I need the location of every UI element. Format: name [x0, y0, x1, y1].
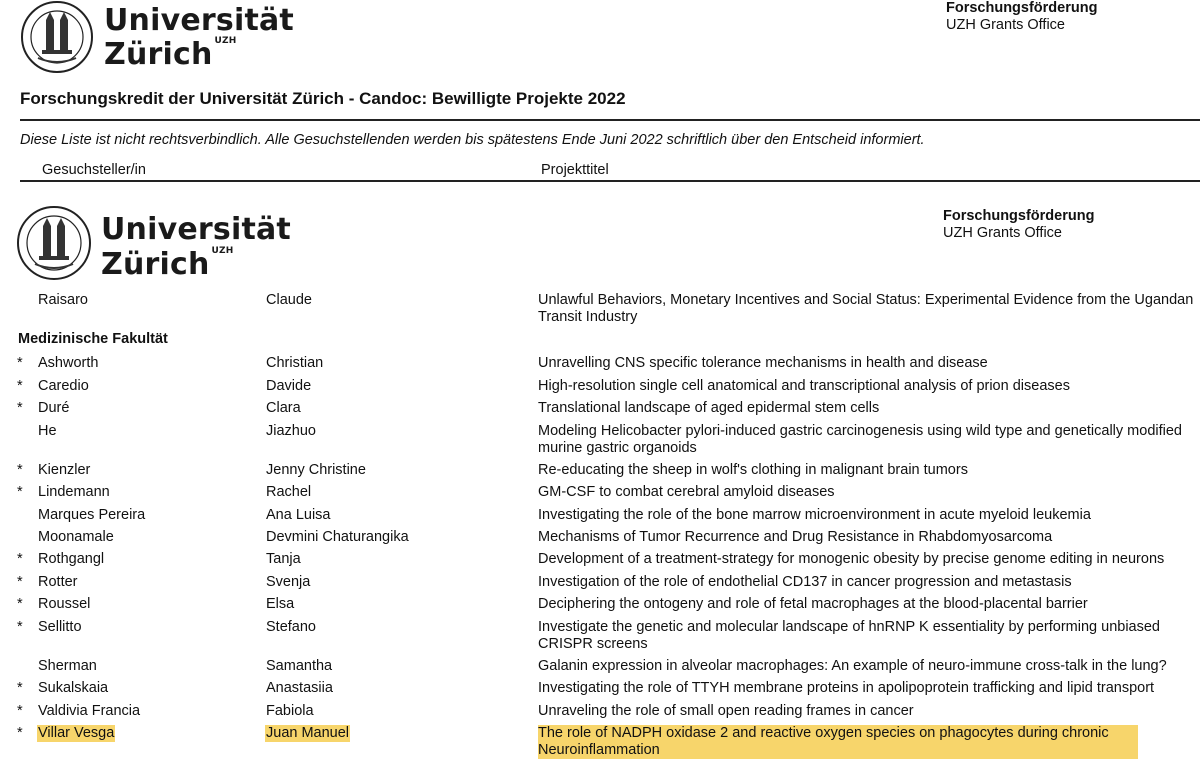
applicant-first-name: Clara: [266, 400, 301, 416]
project-title: Unraveling the role of small open reading frames in cancer: [538, 703, 914, 719]
applicant-last-name: Duré: [38, 400, 70, 416]
project-title: Modeling Helicobacter pylori-induced gastric carcinogenesis using wild type and genetically modified murine gastric organoids: [538, 423, 1182, 456]
project-title: Investigation of the role of endothelial CD137 in cancer progression and metastasis: [538, 574, 1072, 590]
row-marker: *: [17, 484, 23, 500]
project-title: Development of a treatment-strategy for monogenic obesity by precise genome editing in neurons: [538, 551, 1165, 567]
page-title: Forschungskredit der Universität Zürich - Candoc: Bewilligte Projekte 2022: [20, 89, 626, 108]
applicant-first-name: Anastasiia: [266, 680, 333, 696]
applicant-first-name: Davide: [266, 378, 312, 394]
applicant-last-name: Sherman: [38, 658, 97, 674]
row-marker: *: [17, 596, 23, 612]
row-marker: *: [17, 574, 23, 590]
logo-zurich-text: Zürich: [101, 247, 210, 282]
applicant-first-name: Svenja: [266, 574, 311, 590]
logo-wordmark-line2: [101, 246, 234, 280]
applicant-last-name: Raisaro: [38, 292, 88, 308]
header-divider: [20, 180, 1200, 182]
applicant-last-name: Sellitto: [38, 619, 82, 635]
uzh-logo-page2: [15, 205, 291, 283]
title-divider: [20, 119, 1200, 121]
row-marker: *: [17, 355, 23, 371]
applicant-first-name: Claude: [266, 292, 312, 308]
project-title: Unravelling CNS specific tolerance mechanisms in health and disease: [538, 355, 988, 371]
applicant-last-name: Rotter: [38, 574, 78, 590]
row-marker: *: [17, 725, 23, 741]
applicant-last-name: Moonamale: [38, 529, 114, 545]
applicant-last-name: Villar Vesga: [38, 725, 115, 741]
row-marker: *: [17, 378, 23, 394]
row-marker: *: [17, 703, 23, 719]
uzh-seal-icon: [18, 0, 96, 74]
office-name: Forschungsförderung: [943, 208, 1095, 224]
project-title: Investigating the role of the bone marrow microenvironment in acute myeloid leukemia: [538, 507, 1091, 523]
applicant-first-name: Fabiola: [266, 703, 314, 719]
project-title: Deciphering the ontogeny and role of fetal macrophages at the blood-placental barrier: [538, 596, 1088, 612]
row-marker: *: [17, 400, 23, 416]
logo-zurich-text: Zürich: [104, 37, 213, 72]
applicant-first-name: Ana Luisa: [266, 507, 331, 523]
uzh-seal-icon: [15, 205, 93, 281]
applicant-first-name: Christian: [266, 355, 324, 371]
row-marker: *: [17, 680, 23, 696]
project-title: Unlawful Behaviors, Monetary Incentives and Social Status: Experimental Evidence from the Ugandan Transit Industry: [538, 292, 1194, 325]
applicant-first-name: Elsa: [266, 596, 295, 612]
applicant-first-name: Jiazhuo: [266, 423, 316, 439]
applicant-first-name: Jenny Christine: [266, 462, 366, 478]
project-title: Mechanisms of Tumor Recurrence and Drug Resistance in Rhabdomyosarcoma: [538, 529, 1053, 545]
grants-office-block-page2: [943, 208, 1094, 242]
applicant-last-name: Marques Pereira: [38, 507, 146, 523]
faculty-heading: Medizinische Fakultät: [18, 331, 168, 347]
logo-wordmark-line2: [104, 36, 237, 70]
office-subname: UZH Grants Office: [946, 17, 1065, 33]
office-name: Forschungsförderung: [946, 0, 1098, 16]
applicant-last-name: Rothgangl: [38, 551, 105, 567]
project-title: Galanin expression in alveolar macrophages: An example of neuro-immune cross-talk in the lung?: [538, 658, 1167, 674]
applicant-last-name: Lindemann: [38, 484, 110, 500]
applicant-first-name: Juan Manuel: [266, 725, 350, 741]
project-title: Investigating the role of TTYH membrane proteins in apolipoprotein trafficking and lipid transport: [538, 680, 1155, 696]
project-title: GM-CSF to combat cerebral amyloid diseases: [538, 484, 835, 500]
logo-uzh-sup: UZH: [214, 36, 237, 46]
applicant-last-name: Caredio: [38, 378, 89, 394]
logo-wordmark-line1: Universität: [101, 212, 291, 247]
applicant-last-name: Kienzler: [38, 462, 91, 478]
logo-uzh-sup: UZH: [211, 246, 234, 256]
project-title: High-resolution single cell anatomical and transcriptional analysis of prion diseases: [538, 378, 1070, 394]
applicant-last-name: Roussel: [38, 596, 91, 612]
applicant-first-name: Tanja: [266, 551, 301, 567]
column-header-applicant: Gesuchsteller/in: [42, 162, 146, 178]
applicant-last-name: He: [38, 423, 57, 439]
grants-office-block: [946, 0, 1097, 34]
project-title: Investigate the genetic and molecular landscape of hnRNP K essentiality by performing unbiased CRISPR screens: [538, 619, 1160, 652]
project-title: Re-educating the sheep in wolf's clothing in malignant brain tumors: [538, 462, 968, 478]
project-title: The role of NADPH oxidase 2 and reactive oxygen species on phagocytes during chronic Neuroinflammation: [538, 725, 1138, 759]
row-marker: *: [17, 551, 23, 567]
applicant-last-name: Ashworth: [38, 355, 99, 371]
applicant-last-name: Sukalskaia: [38, 680, 109, 696]
project-title: Translational landscape of aged epidermal stem cells: [538, 400, 880, 416]
applicant-first-name: Samantha: [266, 658, 333, 674]
office-subname: UZH Grants Office: [943, 225, 1062, 241]
uzh-logo-top: [18, 0, 294, 75]
applicant-last-name: Valdivia Francia: [38, 703, 141, 719]
row-marker: *: [17, 619, 23, 635]
applicant-first-name: Stefano: [266, 619, 316, 635]
row-marker: *: [17, 462, 23, 478]
column-header-project: Projekttitel: [541, 162, 609, 178]
applicant-first-name: Rachel: [266, 484, 312, 500]
logo-wordmark-line1: Universität: [104, 3, 294, 38]
applicant-first-name: Devmini Chaturangika: [266, 529, 409, 545]
disclaimer-text: Diese Liste ist nicht rechtsverbindlich. Alle Gesuchstellenden werden bis spätestens Ende Juni 2022 schriftlich über den Entscheid informiert.: [20, 132, 925, 148]
